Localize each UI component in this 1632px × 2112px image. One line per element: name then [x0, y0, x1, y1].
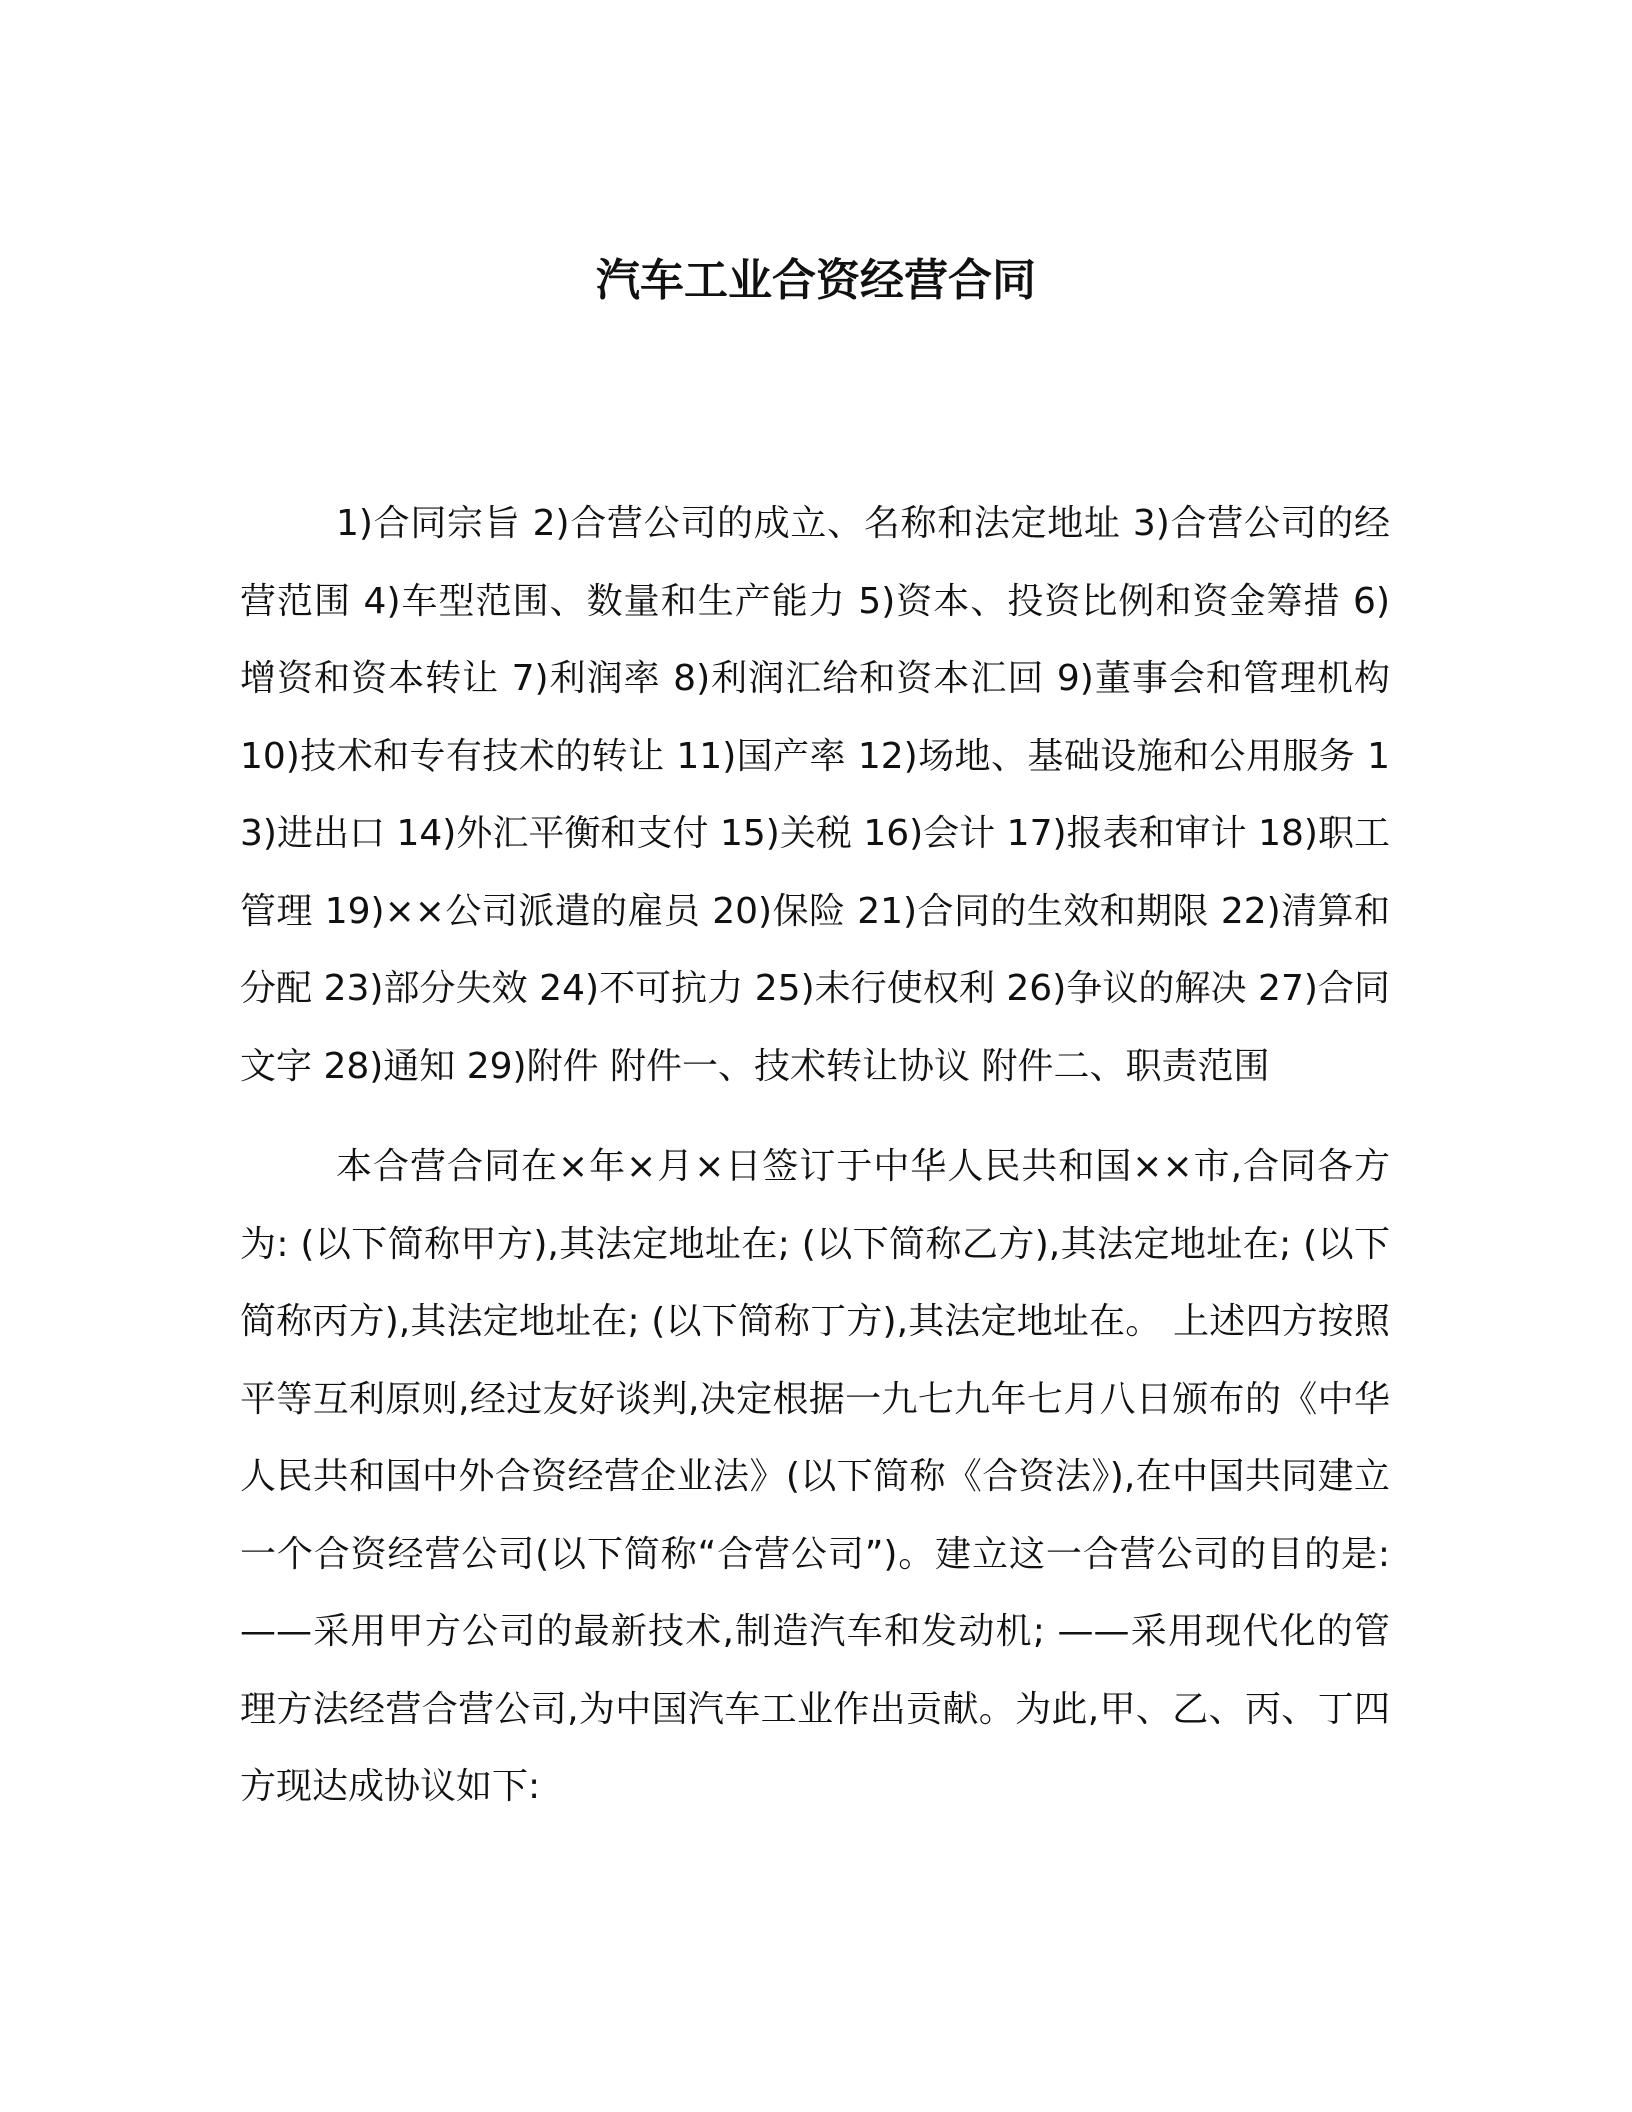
document-title: 汽车工业合资经营合同 [596, 255, 1036, 307]
contents-paragraph: 1)合同宗旨 2)合营公司的成立、名称和法定地址 3)合营公司的经营范围 4)车型范围、数量和生产能力 5)资本、投资比例和资金筹措 6)增资和资本转让 7)利润率 8)利润汇给和资本汇回 9)董事会和管理机构 10)技术和专有技术的转让 11)国产率 12)场地、基础设施和公用服务 13)进出口 14)外汇平衡和支付 15)关税 16)会计 17)报表和审计 18)职工管理 19)××公司派遣的雇员 20)保险 21)合同的生效和期限 22)清算和分配 23)部分失效 24)不可抗力 25)未行使权利 26)争议的解决 27)合同文字 28)通知 29)附件 附件一、技术转让协议 附件二、职责范围 [240, 503, 1390, 1087]
preamble-paragraph: 本合营合同在×年×月×日签订于中华人民共和国××市,合同各方为: (以下简称甲方),其法定地址在; (以下简称乙方),其法定地址在; (以下简称丙方),其法定地址在; (以下简称丁方),其法定地址在。 上述四方按照平等互利原则,经过友好谈判,决定根据一九七九年七月八日颁布的《中华人民共和国中外合资经营企业法》(以下简称《合资法》),在中国共同建立一个合资经营公司(以下简称“合营公司”)。建立这一合营公司的目的是: ——采用甲方公司的最新技术,制造汽车和发动机; ——采用现代化的管理方法经营合营公司,为中国汽车工业作出贡献。为此,甲、乙、丙、丁四方现达成协议如下: [240, 1146, 1390, 1807]
